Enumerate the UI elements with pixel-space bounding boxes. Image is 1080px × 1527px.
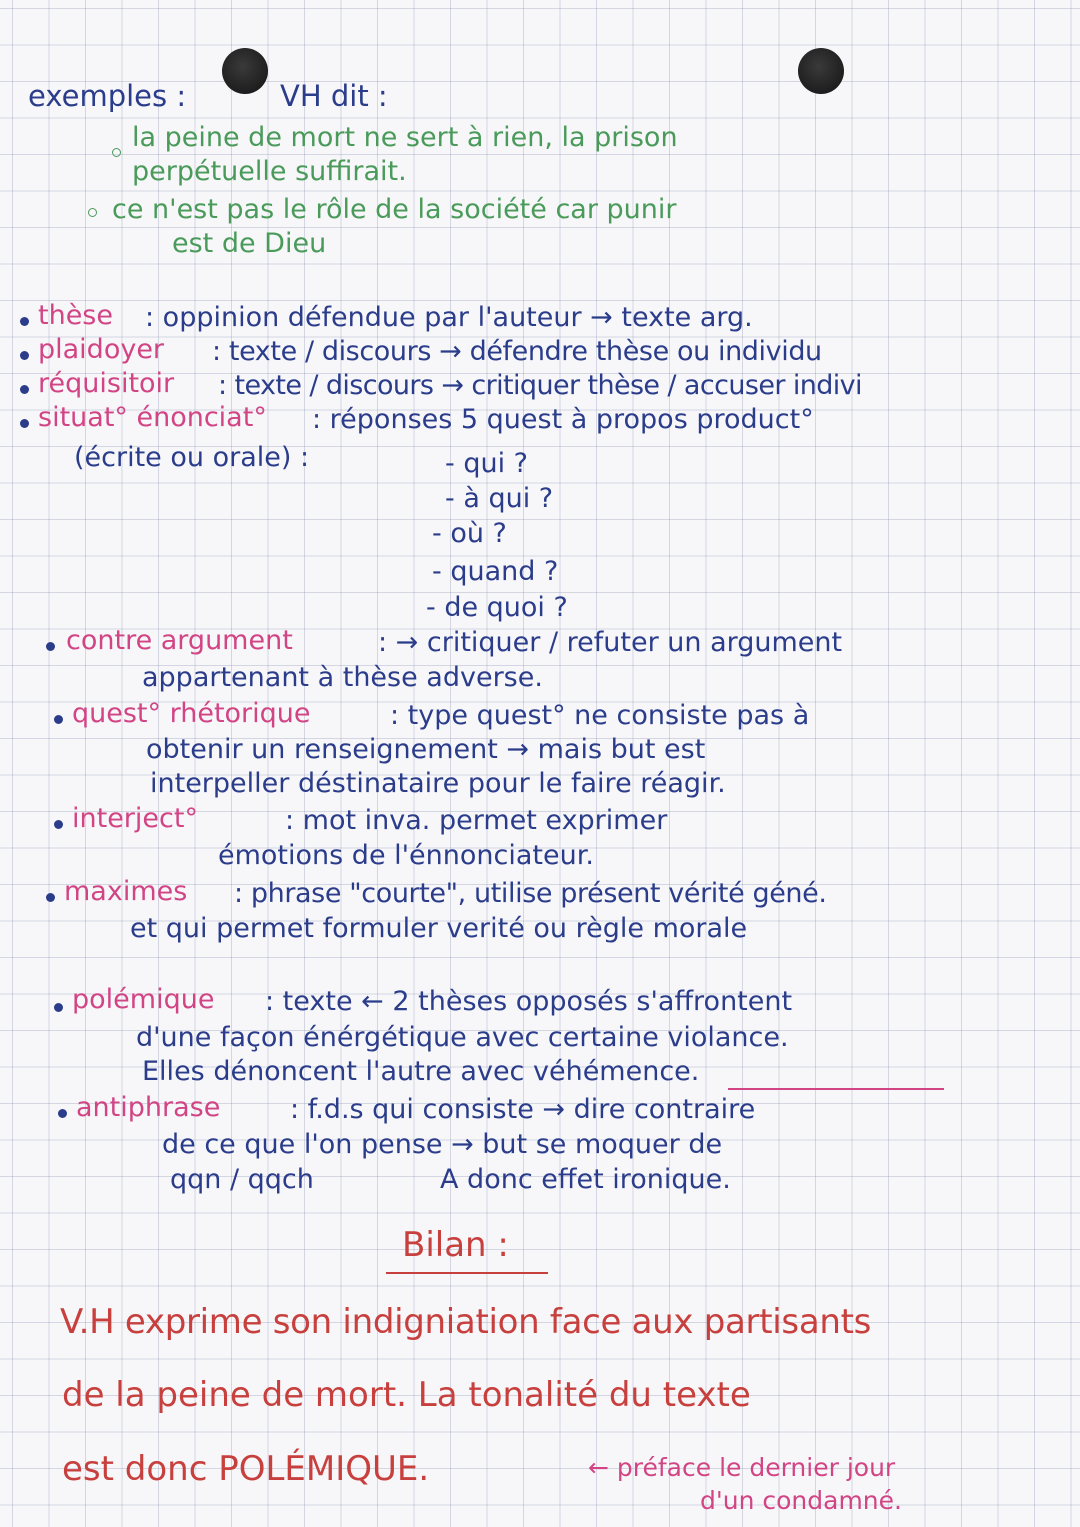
def-situation-sub: (écrite ou orale) : (74, 442, 310, 473)
bilan-note: ← préface le dernier jour (588, 1453, 896, 1482)
def-these: : oppinion défendue par l'auteur → texte arg. (145, 302, 753, 333)
example-line: est de Dieu (172, 228, 327, 259)
example-line: perpétuelle suffirait. (132, 156, 407, 187)
term-requisitoire: réquisitoir (38, 368, 175, 399)
bilan-note: d'un condamné. (700, 1486, 902, 1515)
def-maximes: et qui permet formuler verité ou règle morale (130, 913, 748, 944)
def-antiphrase: : f.d.s qui consiste → dire contraire (290, 1094, 756, 1125)
term-situation: situat° énonciat° (38, 402, 267, 433)
term-contre-argument: contre argument (66, 625, 293, 656)
question-item: - quand ? (432, 556, 559, 587)
def-contre-argument: appartenant à thèse adverse. (142, 662, 543, 693)
bullet (46, 642, 55, 651)
bullet (46, 893, 55, 902)
question-item: - à qui ? (445, 483, 554, 514)
term-polemique: polémique (72, 984, 215, 1015)
def-question-rhetorique: : type quest° ne consiste pas à (390, 700, 810, 731)
def-antiphrase: A donc effet ironique. (440, 1164, 731, 1195)
term-question-rhetorique: quest° rhétorique (72, 698, 311, 729)
def-polemique: d'une façon énérgétique avec certaine violance. (136, 1022, 789, 1053)
bullet (54, 1003, 63, 1012)
punch-hole (798, 48, 844, 94)
term-interjection: interject° (72, 803, 198, 834)
def-interjection: émotions de l'énnonciateur. (218, 840, 594, 871)
bullet (20, 419, 29, 428)
def-requisitoire: : texte / discours → critiquer thèse / accuser indivi (218, 370, 862, 401)
term-plaidoyer: plaidoyer (38, 334, 165, 365)
def-polemique: Elles dénoncent l'autre avec véhémence. (142, 1056, 700, 1087)
def-question-rhetorique: interpeller déstinataire pour le faire réagir. (150, 768, 726, 799)
bullet (54, 715, 63, 724)
bilan-title: Bilan : (402, 1225, 509, 1265)
bullet (88, 208, 97, 217)
bilan-line: V.H exprime son indigniation face aux partisants (60, 1302, 872, 1342)
def-contre-argument: : → critiquer / refuter un argument (378, 627, 843, 658)
def-antiphrase: qqn / qqch (170, 1164, 314, 1195)
bullet (20, 317, 29, 326)
term-these: thèse (38, 300, 113, 331)
examples-label: exemples : (28, 79, 187, 113)
bullet (20, 351, 29, 360)
bullet (20, 385, 29, 394)
question-item: - où ? (432, 518, 507, 549)
bullet (58, 1109, 67, 1118)
def-question-rhetorique: obtenir un renseignement → mais but est (146, 734, 706, 765)
punch-hole (222, 48, 268, 94)
def-polemique: : texte ← 2 thèses opposés s'affrontent (265, 986, 793, 1017)
def-maximes: : phrase "courte", utilise présent vérité géné. (234, 878, 827, 909)
underline (386, 1272, 548, 1274)
term-antiphrase: antiphrase (76, 1092, 221, 1123)
vh-says: VH dit : (280, 79, 388, 113)
bullet (112, 148, 121, 157)
def-situation: : réponses 5 quest à propos product° (312, 404, 814, 435)
example-line: la peine de mort ne sert à rien, la prison (132, 122, 678, 153)
question-item: - de quoi ? (426, 592, 568, 623)
def-plaidoyer: : texte / discours → défendre thèse ou individu (212, 336, 822, 367)
term-maximes: maximes (64, 876, 188, 907)
underline (728, 1088, 944, 1090)
bilan-line: de la peine de mort. La tonalité du texte (62, 1375, 751, 1415)
def-antiphrase: de ce que l'on pense → but se moquer de (162, 1129, 723, 1160)
bilan-line: est donc POLÉMIQUE. (62, 1449, 430, 1489)
def-interjection: : mot inva. permet exprimer (285, 805, 668, 836)
question-item: - qui ? (445, 448, 528, 479)
bullet (54, 820, 63, 829)
example-line: ce n'est pas le rôle de la société car punir (112, 194, 677, 225)
